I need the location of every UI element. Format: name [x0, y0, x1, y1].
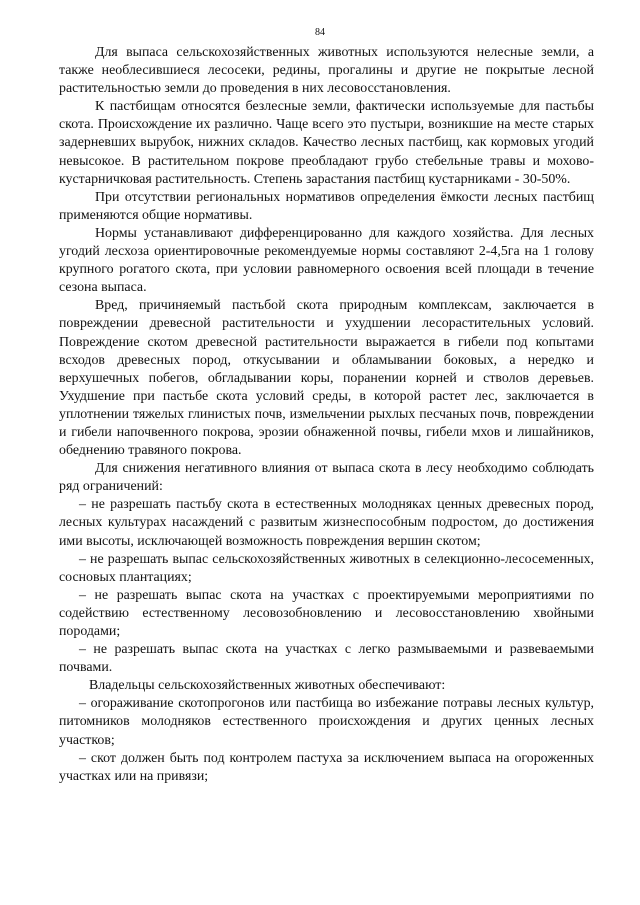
- owner-duty-item: – скот должен быть под контролем пастуха за исключением выпаса на огороженных участках или на привязи;: [59, 750, 594, 784]
- paragraph-restrictions-intro: Для снижения негативного влияния от выпаса скота в лесу необходимо соблюдать ряд ограничений:: [59, 461, 594, 495]
- owner-duty-item: – огораживание скотопрогонов или пастбища во избежание потравы лесных культур, питомников молодняков естественного происхождения и других ценных лесных участков;: [59, 696, 594, 748]
- paragraph-harm: Вред, причиняемый пастьбой скота природным комплексам, заключается в повреждении древесной растительности и ухудшении лесорастительных условий. Повреждение скотом древесной растительности выражается в гибели под копытами всходов древесных пород, откусывании и обламывании боковых, а нередко и верхушечных побегов, обгладывании коры, поранении корней и стволов деревьев. Ухудшение при пастьбе скота условий среды, в которой растет лес, заключается в уплотнении тяжелых глинистых почв, измельчении рыхлых песчаных почв, повреждении и гибели напочвенного покрова, эрозии обнаженной почвы, гибели мхов и лишайников, обеднению травяного покрова.: [59, 298, 594, 459]
- owners-intro: Владельцы сельскохозяйственных животных обеспечивают:: [89, 678, 446, 694]
- paragraph-norms-absence: При отсутствии региональных нормативов определения ёмкости лесных пастбищ применяются общие нормативы.: [59, 189, 594, 223]
- body-text: [59, 44, 594, 786]
- restriction-item: – не разрешать выпас сельскохозяйственных животных в селекционно-лесосеменных, сосновых плантациях;: [59, 551, 594, 585]
- page-number: 84: [315, 27, 325, 38]
- paragraph-pastures: К пастбищам относятся безлесные земли, фактически используемые для пастьбы скота. Происхождение их различно. Чаще всего это пустыри, возникшие на месте старых задерневших вырубок, нижних складов. Качество лесных пастбищ, как кормовых угодий невысокое. В растительном покрове преобладают грубо стебельные травы и мохово-кустарничковая растительность. Степень зарастания пастбищ кустарниками - 30-50%.: [59, 99, 594, 187]
- restriction-item: – не разрешать пастьбу скота в естественных молодняках ценных древесных пород, лесных культурах насаждений с развитым жизнеспособным подростом, до достижения ими высоты, исключающей возможность повреждения вершин скотом;: [59, 497, 594, 549]
- paragraph-grazing-lands: Для выпаса сельскохозяйственных животных используются нелесные земли, а также необлесившиеся лесосеки, редины, прогалины и другие не покрытые лесной растительностью земли до проведения в них лесовосстановления.: [59, 45, 594, 97]
- restriction-item: – не разрешать выпас скота на участках с проектируемыми мероприятиями по содействию естественному лесовозобновлению и лесовосстановлению хвойными породами;: [59, 587, 594, 639]
- paragraph-norms: Нормы устанавливают дифференцированно для каждого хозяйства. Для лесных угодий лесхоза ориентировочные рекомендуемые нормы составляют 2-4,5га на 1 голову крупного рогатого скота, при условии равномерного освоения всей площади в течение сезона выпаса.: [59, 225, 594, 296]
- restriction-item: – не разрешать выпас скота на участках с легко размываемыми и развеваемыми почвами.: [59, 642, 594, 676]
